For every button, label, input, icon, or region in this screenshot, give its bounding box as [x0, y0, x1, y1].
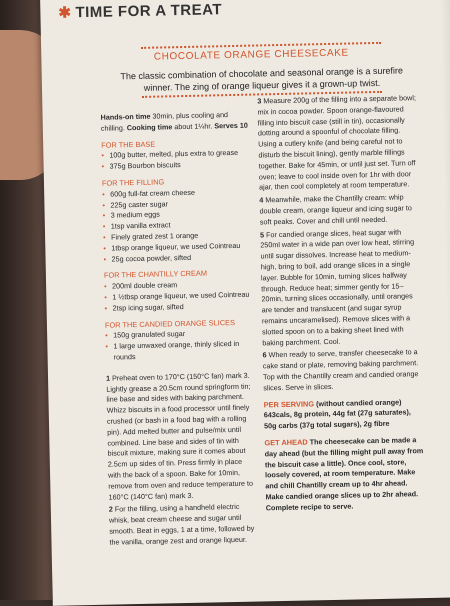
step-text: For the filling, using a handheld electric whisk, beat cream cheese and sugar until smooth. Beat in eggs, 1 at a time, followed by the vanilla, orange zest and orange liqueur. — [108, 502, 255, 547]
nutrition-text: (without candied orange) 643cals, 8g protein, 44g fat (27g saturates), 50g carbs (37g total sugars), 2g fibre — [263, 397, 411, 431]
ingredient-item: • 600g full-fat cream cheese — [102, 186, 250, 200]
ingredient-item: • 150g granulated sugar — [105, 328, 253, 342]
method-step — [259, 192, 420, 228]
method-steps-left — [106, 370, 258, 548]
ingredient-item: • 200ml double cream — [104, 279, 252, 293]
method-step — [109, 502, 258, 548]
ingredient-item: • Finely grated zest 1 orange — [103, 230, 251, 244]
get-ahead-text: The cheesecake can be made a day ahead (but the filling might pull away from the biscuit case a little). Once cool, store, loosely covered, at room temperature. Make and chill Chantilly cream up to 4hr ahead. Make candied orange slices up to 2hr ahead. Complete recipe to serve. — [264, 435, 424, 513]
serves-value: 10 — [239, 120, 248, 130]
step-text: When ready to serve, transfer cheesecake to a cake stand or plate, removing baking parchment. Top with the Chantilly cream and candied orange slices. Serve in slices. — [262, 347, 419, 393]
method-step — [257, 93, 419, 194]
filling-heading: FOR THE FILLING — [101, 177, 165, 188]
right-column — [257, 93, 426, 514]
step-number: 1 — [105, 373, 111, 383]
step-number: 3 — [257, 96, 262, 106]
step-number: 6 — [262, 350, 267, 360]
ingredient-item: • 3 medium eggs — [103, 208, 251, 222]
left-column — [101, 110, 258, 550]
ingredient-item: • 25g cocoa powder, sifted — [103, 251, 251, 265]
ingredient-item: • 2tsp icing sugar, sifted — [104, 300, 252, 314]
cooking-label: Cooking time — [126, 122, 173, 133]
step-text: Meanwhile, make the Chantilly cream: whip double cream, orange liqueur and icing sugar to soft peaks. Cover and chill until needed. — [259, 192, 412, 227]
nutrition-info — [264, 397, 425, 433]
nutrition-label: PER SERVING — [263, 398, 315, 409]
step-number: 2 — [108, 504, 113, 514]
ingredient-item: • 375g Bourbon biscuits — [102, 159, 250, 173]
hands-on-value: 30min, plus cooling and chilling. — [100, 110, 229, 133]
step-text: Measure 200g of the filling into a separate bowl; mix in cocoa powder. Spoon orange-flavoured filling into biscuit case (still in tin), occasionally dotting around a spoonful of chocolate filling. Using a cutlery knife (and being careful not to disturb the biscuit lining), gently marble fillings together. Bake for 45min, or until just set. Turn off oven; leave to cool inside oven for 1hr with door ajar, then cool completely at room temperature. — [257, 93, 416, 192]
section-header — [58, 0, 222, 21]
method-step — [263, 347, 424, 394]
recipe-intro: The classic combination of chocolate and seasonal orange is a surefire winner. The zing of orange liqueur gives it a grown-up twist. — [120, 65, 404, 93]
ingredient-item: • 1 ½tbsp orange liqueur, we used Cointreau — [104, 290, 252, 304]
method-step — [106, 370, 257, 503]
step-number: 5 — [259, 229, 265, 240]
recipe-title: CHOCOLATE ORANGE CHEESECAKE — [153, 47, 349, 63]
candied-heading: FOR THE CANDIED ORANGE SLICES — [104, 317, 236, 330]
ingredient-item: • 1 large unwaxed orange, thinly sliced in rounds — [105, 339, 253, 364]
step-number: 4 — [259, 195, 264, 205]
serves-label: Serves — [214, 120, 238, 131]
page-spine-shadow — [440, 0, 450, 597]
get-ahead-label: GET AHEAD — [264, 437, 308, 448]
step-text: For candied orange slices, heat sugar with 250ml water in a wide pan over low heat, stirring until sugar dissolves. Increase heat to medium-high, bring to boil, add orange slices in a single layer. Bubble for 10min, turning slices halfway through. Reduce heat; simmer gently for 15–20min, turning slices occasionally, until oranges are tender and translucent (and sugar syrup remains uncaramelised). Remove slices with a slotted spoon on to a baking sheet lined with baking parchment. Cool. — [260, 227, 415, 347]
ingredient-item: • 225g caster sugar — [102, 197, 250, 211]
section-title: TIME FOR A TREAT — [75, 1, 223, 22]
method-step — [260, 227, 422, 349]
magazine-page — [40, 0, 450, 606]
step-text: Preheat oven to 170°C (150°C fan) mark 3. Lightly grease a 20.5cm round springform tin; line base and sides with baking parchment. Whizz biscuits in a food processor until finely crushed (or bash in a food bag with a rolling pin). Add melted butter and pulse/mix until combined. Line base and sides of tin with biscuit mixture, making sure it comes about 2.5cm up sides of tin. Press firmly in place with the back of a spoon. Bake for 10min, remove from oven and reduce temperature to 160°C (140°C fan) mark 3. — [106, 370, 254, 502]
cooking-value: about 1¼hr. — [174, 121, 213, 132]
ingredient-item: • 1tsp vanilla extract — [103, 219, 251, 233]
get-ahead-info — [264, 435, 426, 514]
ingredient-item: • 100g butter, melted, plus extra to grease — [101, 148, 249, 162]
ingredient-item: • 1tbsp orange liqueur, we used Cointreau — [103, 240, 251, 254]
chantilly-heading: FOR THE CHANTILLY CREAM — [103, 268, 208, 281]
star-icon: ✱ — [58, 4, 72, 22]
recipe-meta — [101, 110, 249, 135]
hands-on-label: Hands-on time — [100, 111, 151, 122]
base-heading: FOR THE BASE — [101, 139, 156, 150]
